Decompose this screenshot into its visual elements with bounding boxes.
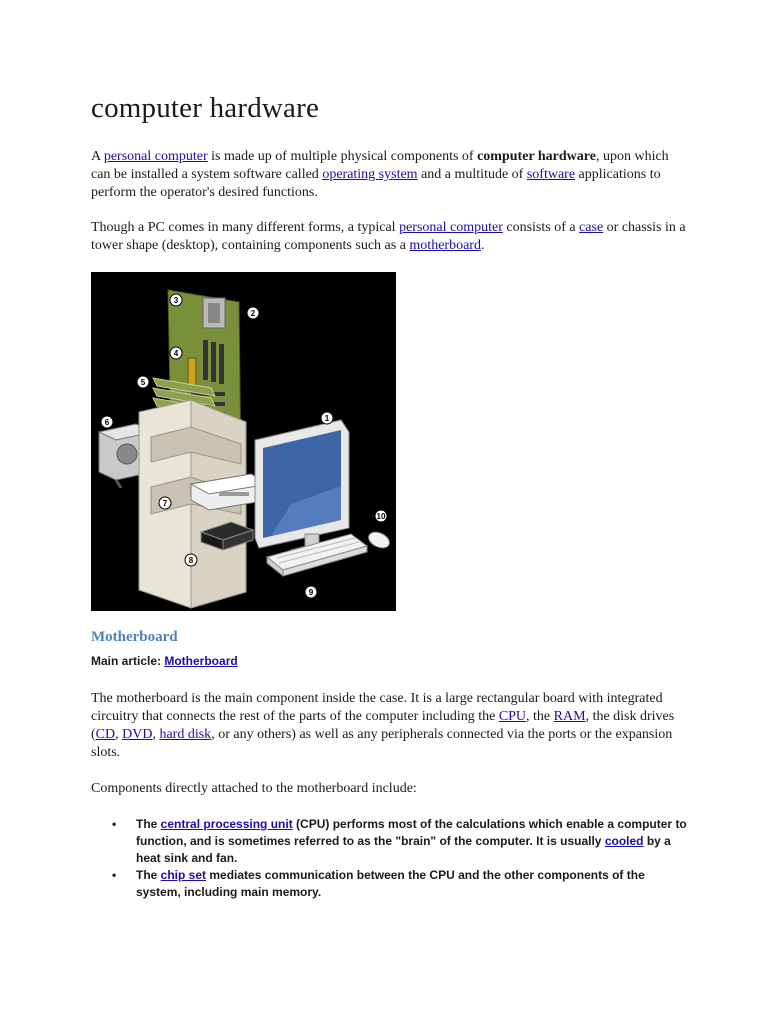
computer-hardware-diagram [91, 272, 396, 611]
text: The [136, 868, 161, 882]
text: , the [526, 709, 554, 724]
text: applications to perform the operator's desired functions. [91, 167, 661, 200]
exploded-pc-illustration [91, 272, 396, 611]
callout-9: 9 [308, 588, 314, 597]
section-heading-motherboard: Motherboard [91, 629, 178, 645]
callout-3: 3 [173, 296, 179, 305]
link-cooled[interactable]: cooled [604, 834, 644, 848]
text: Though a PC comes in many different forms, a typical [91, 220, 400, 235]
link-dvd[interactable]: DVD [122, 727, 153, 742]
callout-4: 4 [173, 349, 179, 358]
main-article-label: Main article: [91, 654, 165, 668]
intro-paragraph [91, 148, 691, 202]
text: consists of a [502, 220, 580, 235]
text: . [480, 238, 485, 253]
text: or chassis in a tower shape (desktop), containing components such as a [91, 220, 686, 253]
text: The motherboard is the main component inside the case. It is a large rectangular board with integrated circuitry that connects the rest of the parts of the computer including the [91, 691, 663, 724]
callout-6: 6 [104, 418, 110, 427]
main-article-note [91, 653, 238, 669]
bullet-symbol: • [112, 868, 117, 882]
link-ram[interactable]: RAM [553, 709, 586, 724]
motherboard-paragraph [91, 690, 691, 762]
text: , [115, 727, 123, 742]
callout-10: 10 [376, 512, 386, 521]
link-software[interactable]: software [526, 167, 576, 182]
components-intro: Components directly attached to the motherboard include: [91, 781, 417, 796]
callout-5: 5 [140, 378, 146, 387]
bullet-symbol: • [112, 817, 117, 831]
callout-8: 8 [188, 556, 194, 565]
link-cpu[interactable]: CPU [498, 709, 527, 724]
link-personal-computer[interactable]: personal computer [103, 149, 208, 164]
text: , or any others) as well as any peripherals connected via the ports or the expansion slots. [91, 727, 673, 760]
text: , upon which can be installed a system software called [91, 149, 669, 182]
text: (CPU) performs most of the calculations which enable a computer to function, and is sometimes referred to as the "brain" of the computer. It is usually [136, 817, 687, 848]
text: mediates communication between the CPU and the other components of the system, including main memory. [136, 868, 645, 899]
pc-paragraph [91, 219, 691, 255]
page-title: computer hardware [91, 92, 320, 124]
components-list [112, 816, 692, 901]
link-main-article-motherboard[interactable]: Motherboard [164, 654, 238, 668]
link-chip-set[interactable]: chip set [160, 868, 207, 882]
bold-computer-hardware: computer hardware [477, 149, 596, 164]
text: and a multitude of [417, 167, 527, 182]
list-item [112, 816, 692, 867]
link-central-processing-unit[interactable]: central processing unit [160, 817, 293, 831]
text: The [136, 817, 161, 831]
link-operating-system[interactable]: operating system [322, 167, 418, 182]
text: is made up of multiple physical components of [207, 149, 478, 164]
link-hard-disk[interactable]: hard disk [159, 727, 212, 742]
text: , [152, 727, 160, 742]
link-motherboard[interactable]: motherboard [409, 238, 481, 253]
callout-2: 2 [250, 309, 256, 318]
link-cd[interactable]: CD [95, 727, 116, 742]
link-case[interactable]: case [579, 220, 604, 235]
callout-7: 7 [162, 499, 168, 508]
link-personal-computer-2[interactable]: personal computer [399, 220, 503, 235]
text: by a heat sink and fan. [136, 834, 671, 865]
callout-1: 1 [324, 414, 330, 423]
text: A [91, 149, 104, 164]
text: , the disk drives ( [91, 709, 675, 742]
list-item [112, 867, 692, 901]
